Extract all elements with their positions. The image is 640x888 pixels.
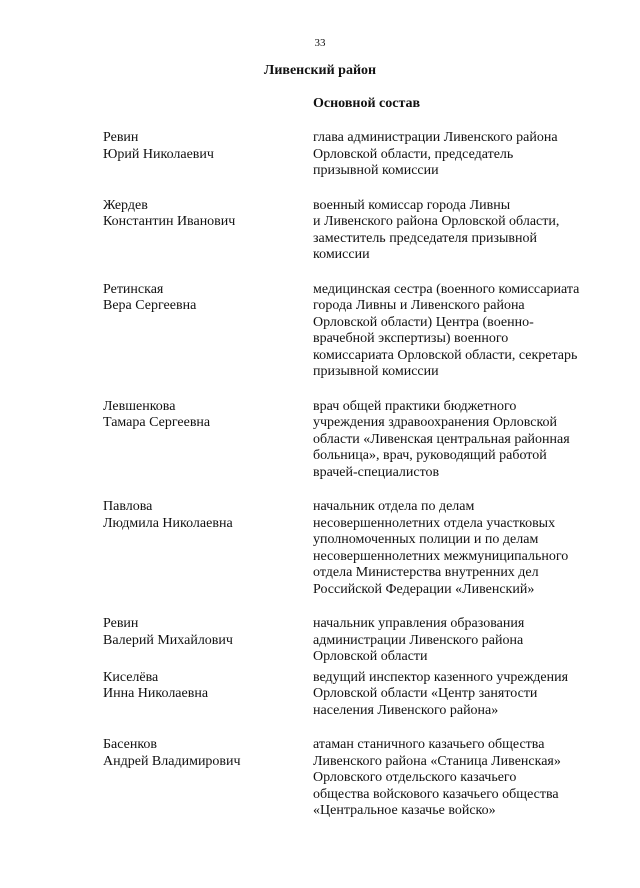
role-line: врачебной экспертизы) военного xyxy=(313,331,509,346)
role-line: военный комиссар города Ливны xyxy=(313,197,511,213)
role-line: ведущий инспектор казенного учреждения xyxy=(313,669,569,685)
role-line: атаман станичного казачьего общества xyxy=(313,737,545,752)
member-surname: Жердев xyxy=(103,197,148,213)
member-role xyxy=(313,399,598,482)
role-line: области «Ливенская центральная районная xyxy=(313,431,570,447)
role-line: и Ливенского района Орловской области, xyxy=(313,214,560,229)
member-name xyxy=(103,282,303,315)
member-given-name: Юрий Николаевич xyxy=(103,146,214,162)
role-line: Орловской области «Центр занятости xyxy=(313,686,538,701)
member-surname: Ревин xyxy=(103,130,139,145)
member-given-name: Людмила Николаевна xyxy=(103,515,233,531)
member-name xyxy=(103,130,303,163)
role-line: «Центральное казачье войско» xyxy=(313,803,496,818)
role-line: отдела Министерства внутренних дел xyxy=(313,565,539,580)
role-line: несовершеннолетних отдела участковых xyxy=(313,515,556,531)
member-given-name: Инна Николаевна xyxy=(103,686,209,701)
role-line: медицинская сестра (военного комиссариата xyxy=(313,281,580,297)
role-line: глава администрации Ливенского района xyxy=(313,130,558,145)
role-line: уполномоченных полиции и по делам xyxy=(313,532,539,547)
member-name xyxy=(103,737,303,770)
member-surname: Киселёва xyxy=(103,669,159,685)
role-line: администрации Ливенского района xyxy=(313,632,524,648)
member-role xyxy=(313,670,598,720)
role-line: комиссии xyxy=(313,247,370,262)
role-line: Орловской области, председатель xyxy=(313,146,514,162)
member-name xyxy=(103,616,303,649)
role-line: несовершеннолетних межмуниципального xyxy=(313,548,569,564)
role-line: города Ливны и Ливенского района xyxy=(313,298,525,313)
role-line: Российской Федерации «Ливенский» xyxy=(313,581,535,597)
member-entry xyxy=(0,616,640,666)
member-surname: Левшенкова xyxy=(103,398,176,414)
role-line: комиссариата Орловской области, секретарь xyxy=(313,347,578,363)
member-name xyxy=(103,670,303,703)
member-role xyxy=(313,130,598,180)
member-name xyxy=(103,399,303,432)
member-given-name: Андрей Владимирович xyxy=(103,753,241,769)
role-line: Орловской области) Центра (военно- xyxy=(313,314,534,330)
member-role xyxy=(313,616,598,666)
member-given-name: Вера Сергеевна xyxy=(103,298,197,313)
member-role xyxy=(313,499,598,598)
role-line: начальник управления образования xyxy=(313,616,525,631)
member-entry xyxy=(0,737,640,820)
role-line: заместитель председателя призывной xyxy=(313,230,537,246)
role-line: населения Ливенского района» xyxy=(313,702,499,718)
role-line: призывной комиссии xyxy=(313,163,439,178)
member-surname: Павлова xyxy=(103,499,153,514)
role-line: учреждения здравоохранения Орловской xyxy=(313,415,558,430)
member-name xyxy=(103,499,303,532)
member-entry xyxy=(0,130,640,180)
member-given-name: Валерий Михайлович xyxy=(103,632,233,648)
role-line: начальник отдела по делам xyxy=(313,499,475,514)
member-entry xyxy=(0,282,640,381)
member-role xyxy=(313,737,598,820)
member-entry xyxy=(0,399,640,482)
district-title: Ливенский район xyxy=(263,63,377,78)
section-title: Основной состав xyxy=(313,96,421,111)
member-entry xyxy=(0,198,640,264)
role-line: врачей-специалистов xyxy=(313,464,440,480)
member-surname: Ретинская xyxy=(103,281,164,297)
member-surname: Басенков xyxy=(103,737,158,752)
member-name xyxy=(103,198,303,231)
role-line: врач общей практики бюджетного xyxy=(313,398,517,414)
members-list xyxy=(0,130,640,820)
page-number: 33 xyxy=(314,37,326,49)
member-entry xyxy=(0,499,640,598)
role-line: Орловского отдельского казачьего xyxy=(313,770,517,785)
member-surname: Ревин xyxy=(103,616,139,631)
member-given-name: Тамара Сергеевна xyxy=(103,415,211,430)
member-given-name: Константин Иванович xyxy=(103,214,236,229)
member-role xyxy=(313,198,598,264)
role-line: Орловской области xyxy=(313,649,428,664)
member-role xyxy=(313,282,598,381)
role-line: общества войскового казачьего общества xyxy=(313,786,559,802)
role-line: призывной комиссии xyxy=(313,364,439,379)
member-entry xyxy=(0,670,640,720)
role-line: Ливенского района «Станица Ливенская» xyxy=(313,753,561,769)
role-line: больница», врач, руководящий работой xyxy=(313,448,547,463)
